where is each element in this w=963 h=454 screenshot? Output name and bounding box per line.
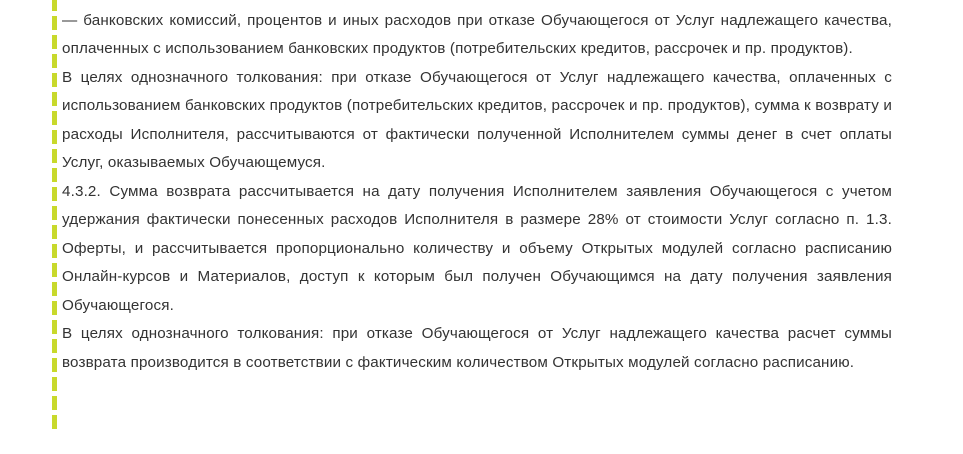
offer-text-block [62,0,892,377]
paragraph-clause-4-3-2: 4.3.2. Сумма возврата рассчитывается на дату получения Исполнителем заявления Обучающегося с учетом удержания фактически понесенных расходов Исполнителя в размере 28% от стоимости Услуг согласно п. 1.3. Оферты, и рассчитывается пропорционально количеству и объему Открытых модулей согласно расписанию Онлайн-курсов и Материалов, доступ к которым был получен Обучающимся на дату получения заявления Обучающегося. [62,182,892,314]
paragraph-interpretation-bank-products: В целях однозначного толкования: при отказе Обучающегося от Услуг надлежащего качества, оплаченных с использованием банковских продуктов (потребительских кредитов, рассрочек и пр. продуктов), сумма к возврату и расходы Исполнителя, рассчитываются от фактически полученной Исполнителем суммы денег в счет оплаты Услуг, оказываемых Обучающемуся. [62,68,892,171]
paragraph-bank-commissions: — банковских комиссий, процентов и иных расходов при отказе Обучающегося от Услуг надлежащего качества, оплаченных с использованием банковских продуктов (потребительских кредитов, рассрочек и пр. продуктов). [62,11,892,57]
paragraph-interpretation-refund: В целях однозначного толкования: при отказе Обучающегося от Услуг надлежащего качества расчет суммы возврата производится в соответствии с фактическим количеством Открытых модулей согласно расписанию. [62,325,892,371]
accent-dashed-bar [52,0,57,433]
